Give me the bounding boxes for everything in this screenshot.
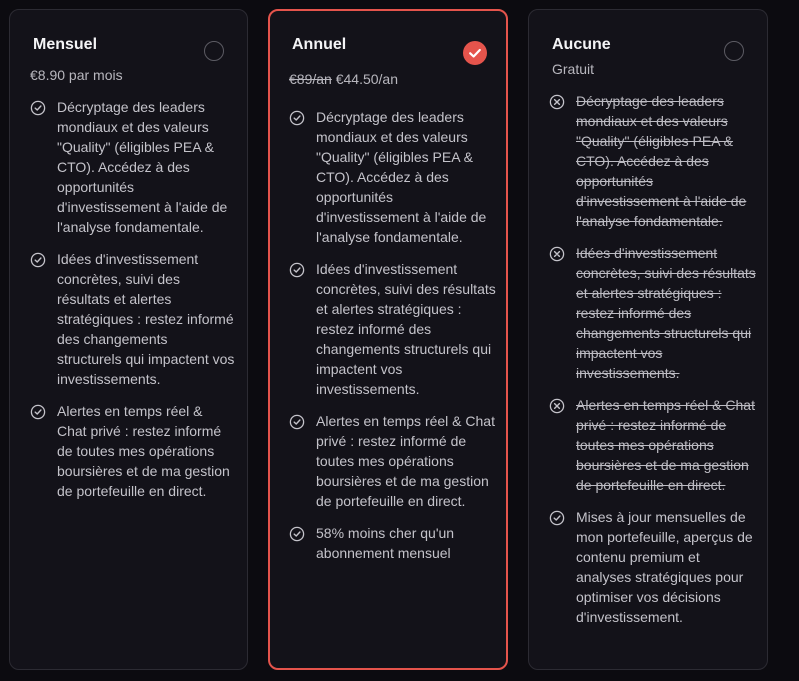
check-circle-icon xyxy=(30,404,46,420)
plan-card-aucune[interactable] xyxy=(528,9,768,670)
check-circle-icon xyxy=(289,526,305,542)
plan-card-mensuel[interactable] xyxy=(9,9,248,670)
plan-card-annuel[interactable] xyxy=(268,9,508,670)
plan-title: Annuel xyxy=(292,36,347,53)
feature-text: Idées d'investissement concrètes, suivi des résultats et alertes stratégiques : restez informé des changements structurels qui impactent vos investissements. xyxy=(576,245,756,381)
x-circle-icon xyxy=(549,246,565,262)
feature-text: Idées d'investissement concrètes, suivi des résultats et alertes stratégiques : restez informé des changements structurels qui impactent vos investissements. xyxy=(316,261,496,397)
plan-title: Aucune xyxy=(552,36,611,53)
check-icon xyxy=(463,41,487,65)
feature-item xyxy=(289,411,496,511)
feature-text: Alertes en temps réel & Chat privé : restez informé de toutes mes opérations boursières et de ma gestion de portefeuille en direct. xyxy=(57,403,230,499)
feature-text: 58% moins cher qu'un abonnement mensuel xyxy=(316,525,455,561)
check-circle-icon xyxy=(289,414,305,430)
feature-item xyxy=(289,523,496,563)
check-circle-icon xyxy=(30,100,46,116)
plan-price xyxy=(30,67,123,83)
plan-radio-button[interactable] xyxy=(204,41,224,61)
feature-item xyxy=(549,507,757,627)
price-current: €8.90 par mois xyxy=(30,67,123,83)
feature-item xyxy=(549,395,757,495)
plan-title: Mensuel xyxy=(33,36,98,53)
feature-text: Alertes en temps réel & Chat privé : restez informé de toutes mes opérations boursières et de ma gestion de portefeuille en direct. xyxy=(576,397,755,493)
feature-item xyxy=(549,243,757,383)
plan-price xyxy=(289,71,398,87)
feature-list xyxy=(289,107,496,575)
feature-item xyxy=(549,91,757,231)
plan-radio-button[interactable] xyxy=(724,41,744,61)
price-old: €89/an xyxy=(289,71,332,87)
plan-radio-button[interactable] xyxy=(463,41,487,65)
feature-item xyxy=(289,107,496,247)
check-circle-icon xyxy=(289,262,305,278)
feature-item xyxy=(289,259,496,399)
feature-text: Décryptage des leaders mondiaux et des valeurs "Quality" (éligibles PEA & CTO). Accédez à des opportunités d'investissement à l'aide de l'analyse fondamentale. xyxy=(576,93,747,229)
price-current: €44.50/an xyxy=(331,71,398,87)
feature-item xyxy=(30,97,235,237)
feature-text: Décryptage des leaders mondiaux et des valeurs "Quality" (éligibles PEA & CTO). Accédez à des opportunités d'investissement à l'aide de l'analyse fondamentale. xyxy=(57,99,228,235)
price-current: Gratuit xyxy=(552,61,595,77)
feature-text: Décryptage des leaders mondiaux et des valeurs "Quality" (éligibles PEA & CTO). Accédez à des opportunités d'investissement à l'aide de l'analyse fondamentale. xyxy=(316,109,487,245)
feature-text: Idées d'investissement concrètes, suivi des résultats et alertes stratégiques : restez informé des changements structurels qui impactent vos investissements. xyxy=(57,251,235,387)
check-circle-icon xyxy=(549,510,565,526)
x-circle-icon xyxy=(549,398,565,414)
check-circle-icon xyxy=(30,252,46,268)
plan-price xyxy=(552,61,594,77)
feature-list xyxy=(30,97,235,513)
feature-item xyxy=(30,249,235,389)
x-circle-icon xyxy=(549,94,565,110)
feature-item xyxy=(30,401,235,501)
feature-list xyxy=(549,91,757,639)
check-circle-icon xyxy=(289,110,305,126)
feature-text: Mises à jour mensuelles de mon portefeuille, aperçus de contenu premium et analyses stratégiques pour optimiser vos décisions d'investissement. xyxy=(576,509,753,625)
feature-text: Alertes en temps réel & Chat privé : restez informé de toutes mes opérations boursières et de ma gestion de portefeuille en direct. xyxy=(316,413,495,509)
